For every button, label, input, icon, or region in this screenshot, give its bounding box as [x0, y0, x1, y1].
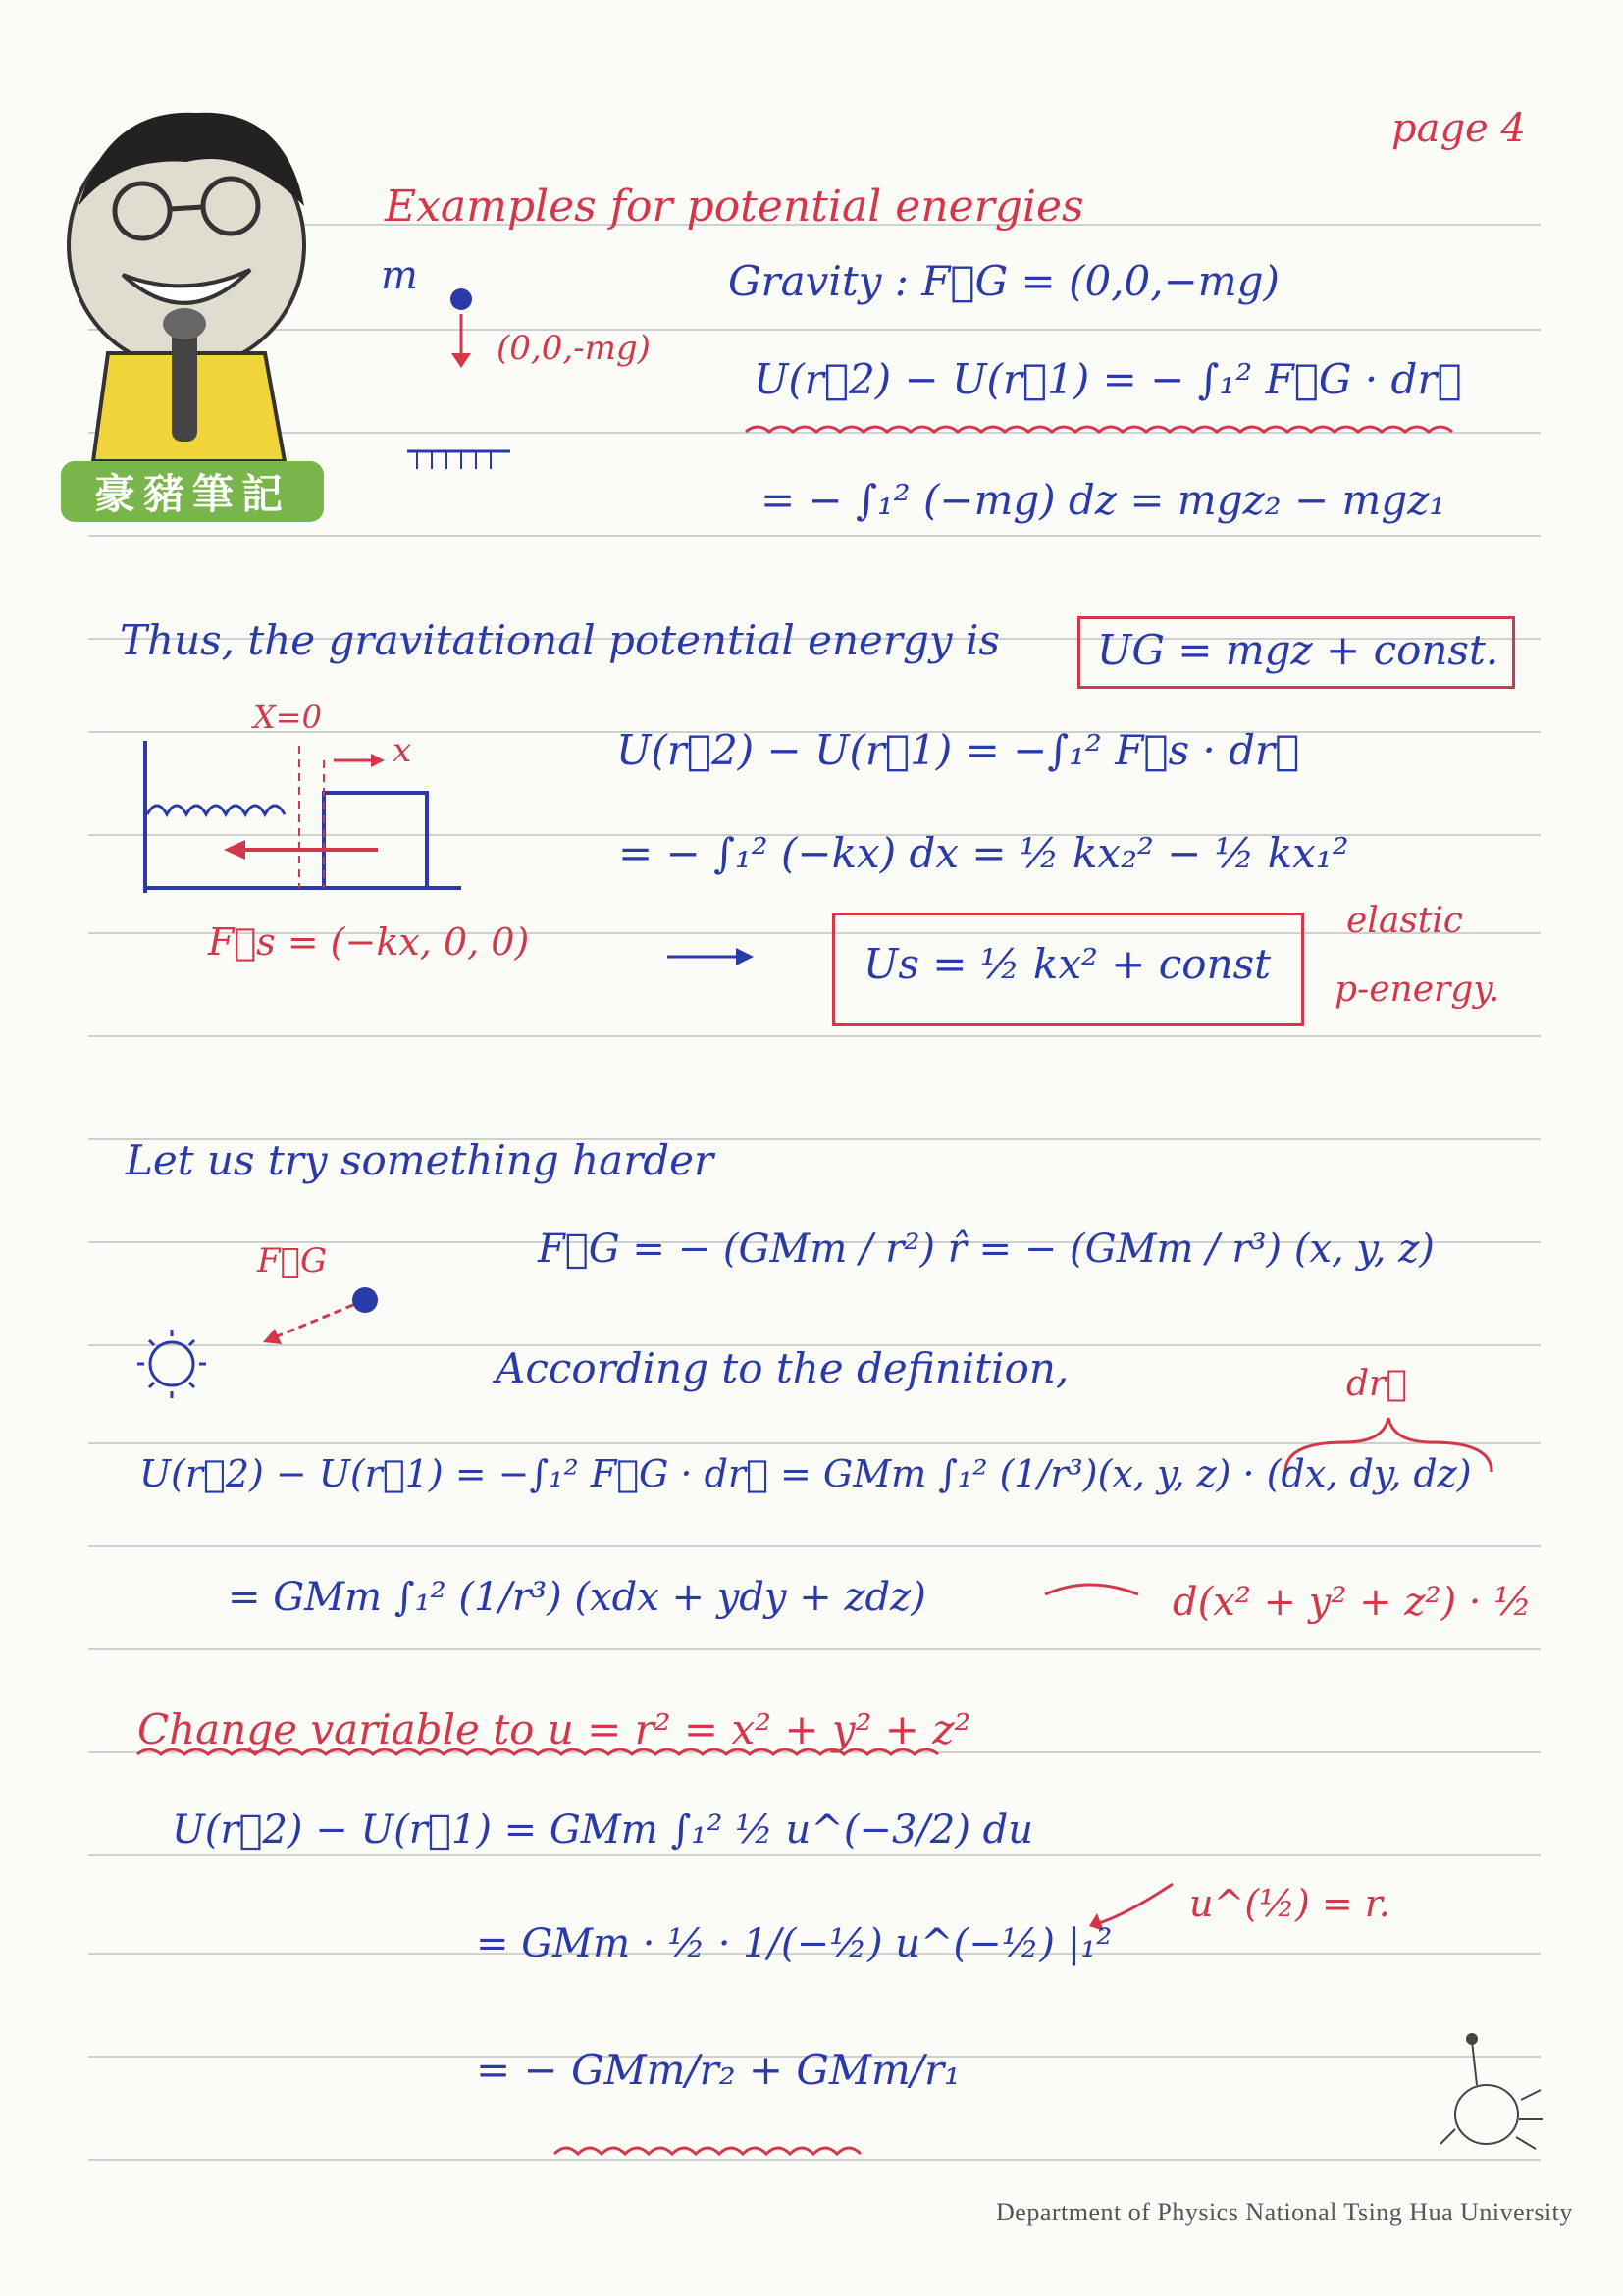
- harder-change-var: Change variable to u = r² = x² + y² + z²: [137, 1705, 971, 1753]
- heading: Examples for potential energies: [385, 182, 1084, 232]
- page-label: page 4: [1391, 106, 1526, 151]
- mass-icon: [450, 288, 472, 310]
- harder-title: Let us try something harder: [126, 1136, 714, 1184]
- logo-badge: 豪豬筆記: [61, 461, 324, 522]
- gravity-force-label: (0,0,-mg): [497, 329, 651, 368]
- spring-x0-label: X=0: [253, 699, 322, 736]
- mass-label: m: [381, 253, 418, 298]
- thus-line: Thus, the gravitational potential energy is: [120, 616, 1000, 664]
- harder-fg-label: F⃗G: [257, 1241, 328, 1280]
- harder-definition: According to the definition,: [496, 1344, 1070, 1392]
- cartoon-mascot-icon: [69, 113, 304, 461]
- gravity-eq2: = − ∫₁² (−mg) dz = mgz₂ − mgz₁: [760, 476, 1446, 524]
- harder-eq4-note: u^(½) = r.: [1189, 1882, 1390, 1925]
- harder-eq2: = GMm ∫₁² (1/r³) (xdx + ydy + zdz): [228, 1575, 926, 1620]
- harder-eq1: U(r⃗2) − U(r⃗1) = −∫₁² F⃗G · dr⃗ = GMm ∫₁² (1/r³)(x, y, z) · (dx, dy, dz): [139, 1452, 1472, 1495]
- spring-eq1: U(r⃗2) − U(r⃗1) = −∫₁² F⃗s · dr⃗: [616, 726, 1300, 774]
- harder-eq5: = − GMm/r₂ + GMm/r₁: [476, 2046, 961, 2094]
- thus-box-text: UG = mgz + const.: [1097, 626, 1499, 674]
- spring-note-line2: p-energy.: [1335, 969, 1500, 1010]
- sun-icon: [150, 1342, 193, 1385]
- footer-affiliation: Department of Physics National Tsing Hua University: [996, 2198, 1573, 2226]
- gravity-eq1: U(r⃗2) − U(r⃗1) = − ∫₁² F⃗G · dr⃗: [754, 355, 1462, 403]
- harder-force-eq: F⃗G = − (GMm / r²) r̂ = − (GMm / r³) (x, y, z): [538, 1226, 1435, 1272]
- harder-eq3: U(r⃗2) − U(r⃗1) = GMm ∫₁² ½ u^(−3/2) du: [172, 1807, 1034, 1852]
- spring-note-line1: elastic: [1346, 901, 1463, 941]
- spring-eq2: = − ∫₁² (−kx) dx = ½ kx₂² − ½ kx₁²: [618, 829, 1349, 877]
- harder-eq2-note: d(x² + y² + z²) · ½: [1173, 1580, 1532, 1625]
- spring-force-label: F⃗s = (−kx, 0, 0): [208, 920, 530, 964]
- porcupine-doodle-icon: [1440, 2034, 1543, 2149]
- harder-eq4: = GMm · ½ · 1/(−½) u^(−½) |₁²: [476, 1921, 1113, 1966]
- spring-result-text: Us = ½ kx² + const: [864, 940, 1272, 988]
- harder-dr-label: dr⃗: [1346, 1364, 1407, 1404]
- planet-icon: [352, 1287, 378, 1313]
- gravity-title: Gravity : F⃗G = (0,0,−mg): [728, 257, 1280, 305]
- spring-x-label: x: [393, 731, 412, 770]
